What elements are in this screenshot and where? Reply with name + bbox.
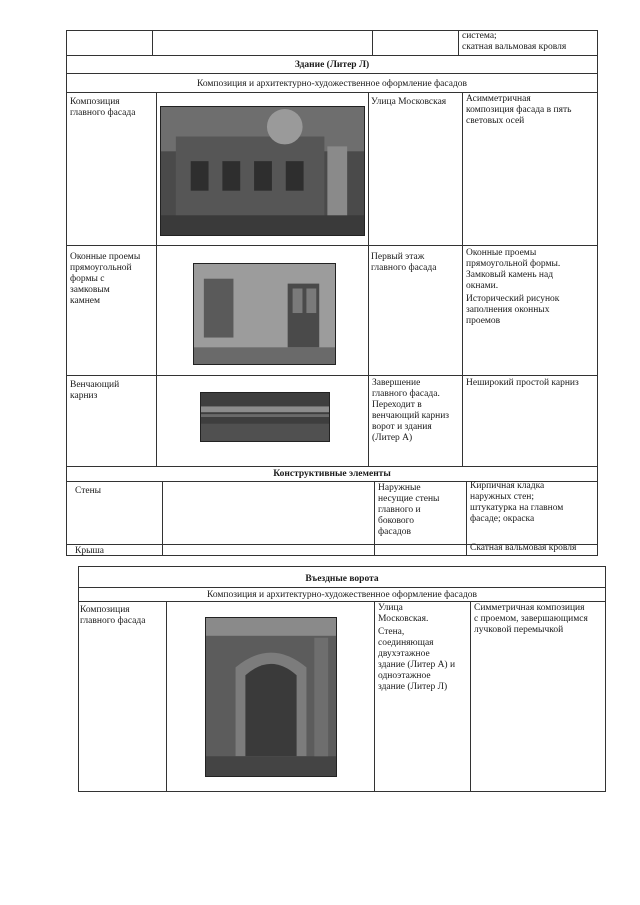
row-location: Улица (378, 603, 403, 613)
table-divider (368, 92, 369, 466)
row-location: двухэтажное (378, 649, 430, 659)
table-row-line (66, 55, 598, 56)
row-description: окнами. (466, 281, 499, 291)
row-name: главного фасада (80, 616, 146, 626)
section-title-gate: Въездные ворота (305, 574, 379, 584)
row-location: одноэтажное (378, 671, 431, 681)
table-divider (166, 601, 167, 792)
gate-photo (205, 617, 337, 777)
table-divider (374, 601, 375, 792)
row-name: формы с (70, 274, 105, 284)
row-description: световых осей (466, 116, 525, 126)
row-description: Кирпичная кладка (470, 481, 545, 491)
row-location: Наружные (378, 483, 421, 493)
row-location: Стена, (378, 627, 405, 637)
row-description: Неширокий простой карниз (466, 378, 579, 388)
row-description: композиция фасада в пять (466, 105, 572, 115)
row-name: Стены (75, 486, 102, 496)
table-divider (372, 30, 373, 55)
table-row-line (78, 601, 606, 602)
row-name: Крыша (75, 546, 105, 556)
table-row-line (66, 92, 598, 93)
row-location: главного и (378, 505, 421, 515)
row-location: венчающий карниз (372, 411, 450, 421)
row-description: заполнения оконных (466, 305, 550, 315)
row-location: ворот и здания (372, 422, 432, 432)
row-name: Венчающий (70, 380, 120, 390)
row-description: штукатурка на главном (470, 503, 564, 513)
row-description: Асимметричная (466, 94, 531, 104)
row-name: карниз (70, 391, 98, 401)
table-row-line (66, 466, 598, 467)
row-description: лучковой перемычкой (474, 625, 564, 635)
row-name: замковым (70, 285, 110, 295)
row-description: Замковый камень над (466, 270, 554, 280)
section-title-building-l: Здание (Литер Л) (294, 60, 370, 70)
table-row-line (78, 587, 606, 588)
table-divider (470, 601, 471, 792)
row-location: Переходит в (372, 400, 422, 410)
row-name: Композиция (80, 605, 130, 615)
row-description: прямоугольной формы. (466, 259, 561, 269)
window-photo (193, 263, 336, 365)
facade-photo (160, 106, 365, 236)
row-location: Московская. (378, 614, 429, 624)
table-divider (462, 92, 463, 466)
top-row-text-2: скатная вальмовая кровля (462, 42, 567, 52)
row-location: соединяющая (378, 638, 434, 648)
row-name: прямоугольной (70, 263, 132, 273)
row-location: Первый этаж (371, 252, 425, 262)
row-location: (Литер А) (372, 433, 413, 443)
row-name: Композиция (70, 97, 120, 107)
section-subtitle-gate-facades: Композиция и архитектурно-художественное оформление фасадов (206, 590, 478, 600)
row-name: Оконные проемы (70, 252, 141, 262)
row-description: фасаде; окраска (470, 514, 535, 524)
row-description: Оконные проемы (466, 248, 537, 258)
table-divider (156, 92, 157, 466)
top-row-text-1: система; (462, 31, 497, 41)
table-row-line (66, 245, 598, 246)
table-row-line (66, 375, 598, 376)
row-location: главного фасада. (372, 389, 440, 399)
section-title-constructive: Конструктивные элементы (273, 469, 391, 479)
cornice-photo (200, 392, 330, 442)
row-location: здание (Литер Л) (378, 682, 448, 692)
row-description: Скатная вальмовая кровля (470, 543, 577, 553)
table-divider (152, 30, 153, 55)
row-name: главного фасада (70, 108, 136, 118)
row-location: Улица Московская (371, 97, 447, 107)
row-name: камнем (70, 296, 101, 306)
row-description: с проемом, завершающимся (474, 614, 588, 624)
row-location: несущие стены (378, 494, 440, 504)
row-description: Исторический рисунок (466, 294, 560, 304)
row-location: бокового (378, 516, 415, 526)
table-divider (458, 30, 459, 55)
row-description: Симметричная композиция (474, 603, 585, 613)
row-location: Завершение (372, 378, 421, 388)
row-description: проемов (466, 316, 501, 326)
row-location: фасадов (378, 527, 411, 537)
row-description: наружных стен; (470, 492, 535, 502)
row-location: главного фасада (371, 263, 437, 273)
section-subtitle-facades: Композиция и архитектурно-художественное оформление фасадов (196, 79, 468, 89)
table-row-line (66, 73, 598, 74)
row-location: здание (Литер А) и (378, 660, 456, 670)
